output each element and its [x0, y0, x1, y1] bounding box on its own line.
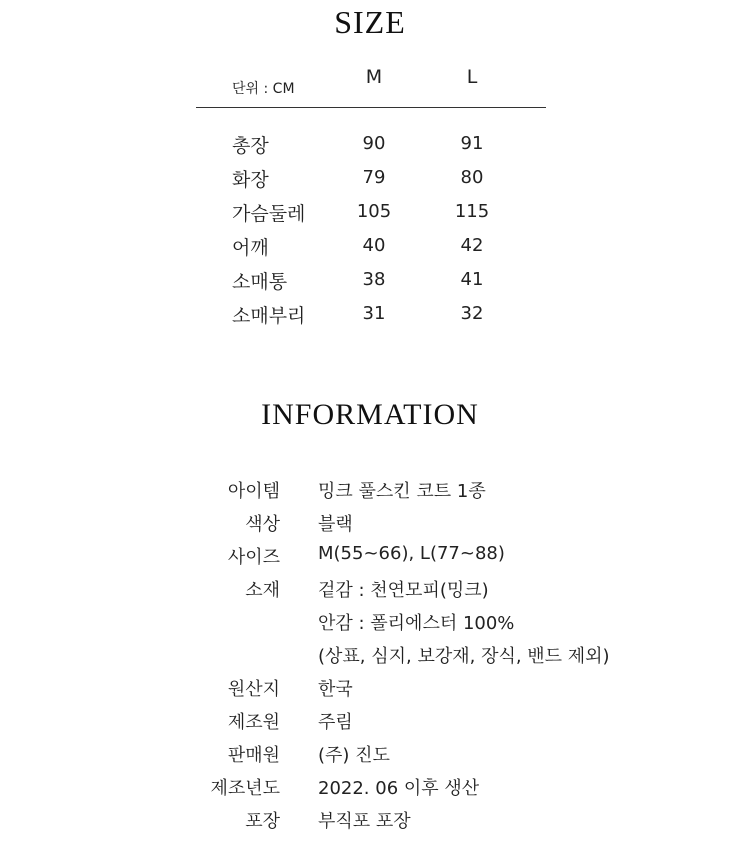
info-row: [0, 670, 750, 703]
info-row: [0, 637, 750, 670]
unit-label: 단위 : CM: [232, 81, 295, 97]
size-row: [0, 193, 750, 227]
info-key: 원산지: [227, 679, 280, 700]
column-header-m: M: [365, 66, 383, 88]
info-value: (주) 진도: [318, 745, 390, 766]
info-value: 밍크 풀스킨 코트 1종: [318, 481, 486, 502]
information-title: INFORMATION: [261, 398, 479, 431]
size-value-l: 115: [454, 201, 490, 222]
info-value: M(55~66), L(77~88): [318, 543, 505, 564]
info-row: [0, 604, 750, 637]
info-row: [0, 769, 750, 802]
info-row: [0, 571, 750, 604]
info-key: 소재: [245, 580, 280, 601]
info-row: [0, 538, 750, 571]
info-value: 블랙: [318, 514, 353, 535]
size-value-l: 91: [460, 133, 484, 154]
information-table: [0, 472, 750, 835]
size-row-label: 총장: [232, 135, 269, 157]
size-title: SIZE: [334, 4, 406, 40]
info-row: [0, 505, 750, 538]
size-value-m: 38: [362, 269, 386, 290]
size-row-label: 가슴둘레: [232, 203, 306, 225]
info-value: (상표, 심지, 보강재, 장식, 밴드 제외): [318, 646, 610, 667]
info-key: 아이템: [227, 481, 280, 502]
size-value-l: 80: [460, 167, 484, 188]
info-key: 색상: [245, 514, 280, 535]
size-value-l: 41: [460, 269, 484, 290]
size-row-label: 어깨: [232, 237, 269, 259]
info-value: 한국: [318, 679, 353, 700]
info-value: 주림: [318, 712, 353, 733]
column-header-l: L: [466, 66, 478, 88]
size-row: [0, 159, 750, 193]
info-row: [0, 736, 750, 769]
size-table-header: [0, 66, 750, 96]
size-row-label: 소매통: [232, 271, 288, 293]
info-value: 안감 : 폴리에스터 100%: [318, 613, 515, 634]
size-value-m: 40: [362, 235, 386, 256]
info-value: 부직포 포장: [318, 811, 411, 832]
size-row-label: 소매부리: [232, 305, 306, 327]
size-row: [0, 261, 750, 295]
size-table: [0, 125, 750, 329]
info-value: 2022. 06 이후 생산: [318, 778, 480, 799]
info-value: 겉감 : 천연모피(밍크): [318, 580, 489, 601]
size-row-label: 화장: [232, 169, 269, 191]
size-value-m: 31: [362, 303, 386, 324]
size-value-m: 90: [362, 133, 386, 154]
size-row: [0, 227, 750, 261]
info-key: 판매원: [227, 745, 280, 766]
info-key: 제조원: [227, 712, 280, 733]
info-row: [0, 802, 750, 835]
info-key: 포장: [245, 811, 280, 832]
header-divider: [196, 107, 546, 108]
size-row: [0, 295, 750, 329]
size-value-m: 105: [356, 201, 392, 222]
info-row: [0, 472, 750, 505]
size-value-m: 79: [362, 167, 386, 188]
size-value-l: 42: [460, 235, 484, 256]
info-row: [0, 703, 750, 736]
info-key: 사이즈: [227, 547, 280, 568]
info-key: 제조년도: [210, 778, 280, 799]
size-value-l: 32: [460, 303, 484, 324]
size-row: [0, 125, 750, 159]
